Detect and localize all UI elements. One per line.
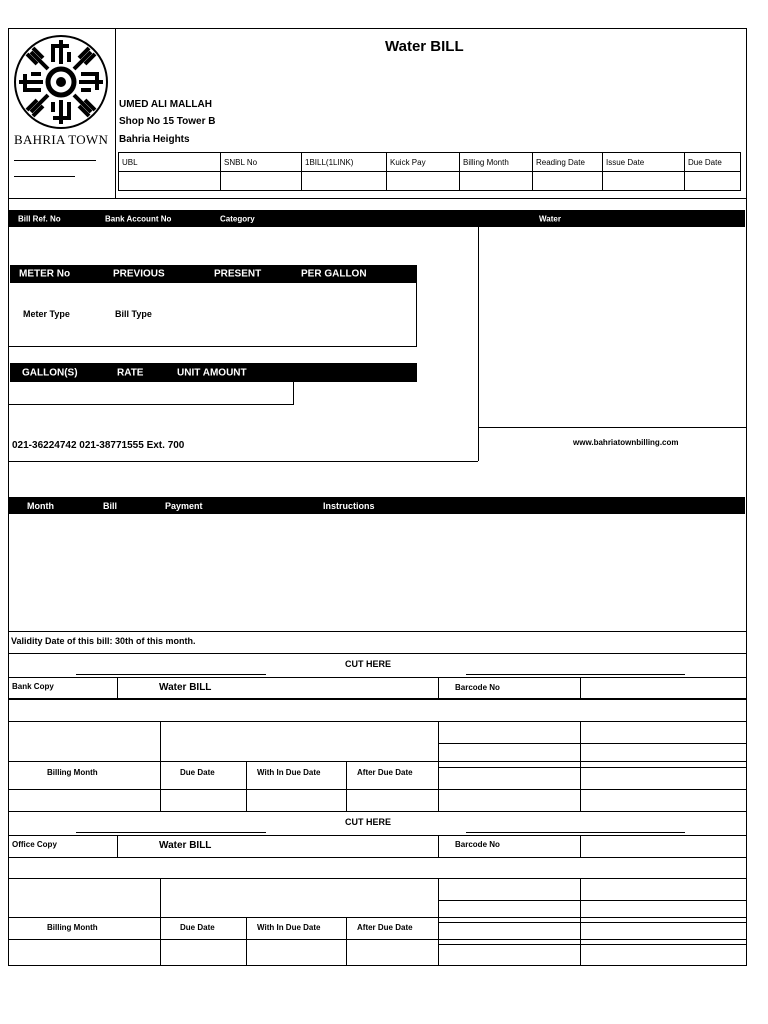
col-reading-date: Reading Date xyxy=(533,153,603,172)
col-issue-date: Issue Date xyxy=(603,153,685,172)
bank-within-due-label: With In Due Date xyxy=(257,768,321,777)
website-link[interactable]: www.bahriatownbilling.com xyxy=(573,438,679,447)
office-right-line-2 xyxy=(438,922,746,923)
cut-line-left-1 xyxy=(76,674,266,675)
cell-snbl-value xyxy=(221,172,302,191)
previous-label: PREVIOUS xyxy=(113,268,165,280)
gallons-label: GALLON(S) xyxy=(22,367,78,378)
bank-copy-top xyxy=(8,677,747,678)
gallon-bar xyxy=(10,363,417,382)
office-label-row-bottom xyxy=(8,939,747,940)
bank-copy-div-3 xyxy=(580,677,581,699)
bank-account-label: Bank Account No xyxy=(105,214,172,223)
bank-copy-title: Water BILL xyxy=(159,682,212,693)
info-bar xyxy=(8,210,745,227)
address-line-2: Bahria Heights xyxy=(119,134,190,145)
bank-after-due-label: After Due Date xyxy=(357,768,413,777)
cell-ubl-value xyxy=(119,172,221,191)
office-right-line-3 xyxy=(438,944,746,945)
office-body-div-5 xyxy=(346,917,347,965)
office-body-div-4 xyxy=(246,917,247,965)
bill-title: Water BILL xyxy=(385,38,464,55)
body-divider xyxy=(478,227,479,461)
payment-channel-grid xyxy=(118,152,741,191)
office-right-line-1 xyxy=(438,900,746,901)
right-border xyxy=(746,28,747,965)
bank-body-div-2 xyxy=(438,721,439,811)
cell-kuick-pay-value xyxy=(387,172,460,191)
bank-barcode-label: Barcode No xyxy=(455,683,500,692)
bahria-town-logo xyxy=(12,32,110,132)
bank-label-row-top xyxy=(8,761,747,762)
office-copy-label: Office Copy xyxy=(12,840,57,849)
bank-copy-div-1 xyxy=(117,677,118,699)
bank-body-div-1 xyxy=(160,721,161,811)
cell-issue-date-value xyxy=(603,172,685,191)
validity-text: Validity Date of this bill: 30th of this month. xyxy=(11,636,196,646)
per-gallon-label: PER GALLON xyxy=(301,268,367,280)
col-due-date: Due Date xyxy=(685,153,741,172)
office-row-2-top xyxy=(8,878,747,879)
bank-body-div-3 xyxy=(580,721,581,811)
customer-name: UMED ALI MALLAH xyxy=(119,99,212,110)
col-1bill: 1BILL(1LINK) xyxy=(302,153,387,172)
logo-text: BAHRIA TOWN xyxy=(14,132,109,147)
underline-2 xyxy=(14,176,75,177)
bank-copy-label: Bank Copy xyxy=(12,682,54,691)
meter-bar xyxy=(10,265,417,283)
header-divider xyxy=(115,28,116,198)
bank-copy-thick-line xyxy=(8,698,747,700)
history-bar xyxy=(8,497,745,514)
meter-type-label: Meter Type xyxy=(23,309,70,319)
left-panel-bottom xyxy=(8,461,478,462)
office-copy-div-2 xyxy=(438,835,439,857)
col-ubl: UBL xyxy=(119,153,221,172)
cut-line-right-1 xyxy=(466,674,685,675)
office-within-due-label: With In Due Date xyxy=(257,923,321,932)
office-after-due-label: After Due Date xyxy=(357,923,413,932)
gallon-box-bottom xyxy=(8,404,294,405)
header-bottom-border xyxy=(8,198,747,199)
instructions-label: Instructions xyxy=(323,500,375,511)
col-kuick-pay: Kuick Pay xyxy=(387,153,460,172)
office-copy-div-3 xyxy=(580,835,581,857)
bank-due-date-label: Due Date xyxy=(180,768,215,777)
bank-label-row-bottom xyxy=(8,789,747,790)
present-label: PRESENT xyxy=(214,268,262,280)
underline-1 xyxy=(14,160,96,161)
bank-copy-bottom xyxy=(8,811,747,812)
col-billing-month: Billing Month xyxy=(460,153,533,172)
bank-right-line-1 xyxy=(438,743,746,744)
bank-right-line-2 xyxy=(438,767,746,768)
unit-amount-label: UNIT AMOUNT xyxy=(177,367,247,378)
rate-label: RATE xyxy=(117,367,144,378)
month-label: Month xyxy=(27,500,54,511)
office-header-bottom xyxy=(8,857,747,858)
cell-billing-month-value xyxy=(460,172,533,191)
cut-here-2: CUT HERE xyxy=(345,817,392,827)
address-line-1: Shop No 15 Tower B xyxy=(119,116,216,127)
office-barcode-label: Barcode No xyxy=(455,840,500,849)
right-panel-bottom xyxy=(478,427,746,428)
bill-ref-label: Bill Ref. No xyxy=(18,214,61,223)
bill-type-label: Bill Type xyxy=(115,309,152,319)
validity-top xyxy=(8,631,747,632)
meter-box-right xyxy=(416,283,417,346)
cut-line-left-2 xyxy=(76,832,266,833)
payment-label: Payment xyxy=(165,500,203,511)
water-label: Water xyxy=(539,214,561,223)
bank-body-div-5 xyxy=(346,761,347,811)
office-body-div-1 xyxy=(160,878,161,965)
office-copy-title: Water BILL xyxy=(159,840,212,851)
cell-reading-date-value xyxy=(533,172,603,191)
cut-here-1: CUT HERE xyxy=(345,659,392,669)
top-border xyxy=(8,28,747,29)
office-copy-top xyxy=(8,835,747,836)
bank-copy-div-2 xyxy=(438,677,439,699)
meter-no-label: METER No xyxy=(19,268,71,280)
bill-label: Bill xyxy=(103,500,118,511)
office-label-row-top xyxy=(8,917,747,918)
col-snbl: SNBL No xyxy=(221,153,302,172)
contact-phones: 021-36224742 021-38771555 Ext. 700 xyxy=(12,440,185,451)
meter-box-bottom xyxy=(8,346,417,347)
office-copy-bottom xyxy=(8,965,747,966)
cell-1bill-value xyxy=(302,172,387,191)
cut-line-right-2 xyxy=(466,832,685,833)
office-due-date-label: Due Date xyxy=(180,923,215,932)
category-label: Category xyxy=(220,214,255,223)
validity-bottom xyxy=(8,653,747,654)
bank-billing-month-label: Billing Month xyxy=(47,768,98,777)
bank-row-2-top xyxy=(8,721,747,722)
cell-due-date-value xyxy=(685,172,741,191)
bank-body-div-4 xyxy=(246,761,247,811)
office-billing-month-label: Billing Month xyxy=(47,923,98,932)
office-copy-div-1 xyxy=(117,835,118,857)
gallon-box-right xyxy=(293,382,294,404)
